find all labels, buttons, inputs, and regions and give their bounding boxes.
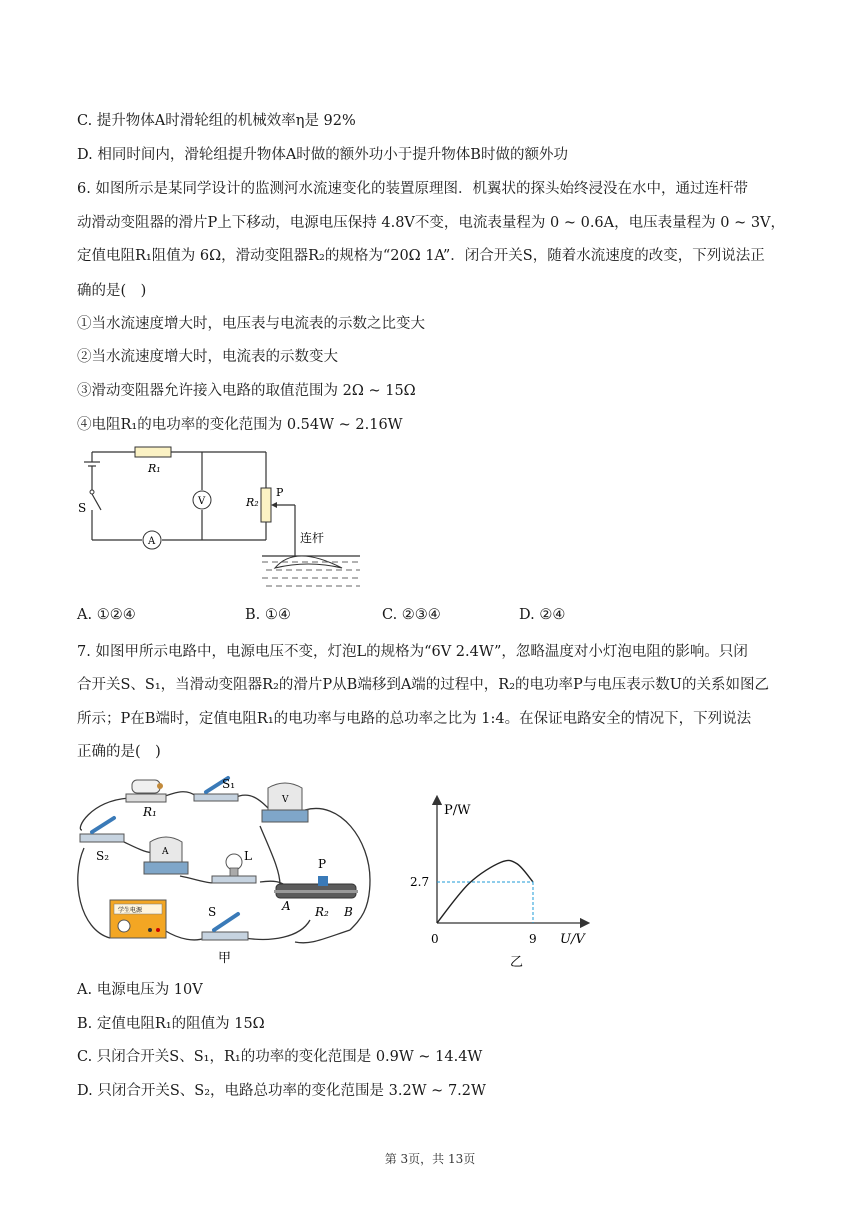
q7-stem-line-3: 所示；P在B端时，定值电阻R₁的电功率与电路的总功率之比为 1:4。在保证电路安全的情况下，下列说法 [77, 711, 752, 727]
q6-option-c: C. ②③④ [382, 607, 441, 623]
q6-label-r2: R₂ [246, 496, 259, 509]
q6-stem-line-4: 确的是( ) [77, 283, 147, 299]
chart-x-tick-9: 9 [529, 932, 537, 946]
q6-option-a: A. ①②④ [77, 607, 136, 623]
jia-label-s: S [208, 905, 217, 919]
q6-label-r1: R₁ [148, 462, 161, 475]
q7-stem-line-2: 合开关S、S₁，当滑动变阻器R₂的滑片P从B端移到A端的过程中，R₂的电功率P与电压表示数U的关系如图乙 [77, 677, 769, 693]
jia-label-s2: S₂ [96, 849, 110, 863]
q5-option-d: D. 相同时间内，滑轮组提升物体A时做的额外功小于提升物体B时做的额外功 [77, 147, 568, 163]
q6-stem-line-2: 动滑动变阻器的滑片P上下移动，电源电压保持 4.8V不变，电流表量程为 0 ~ 0.6A，电压表量程为 0 ~ 3V， [77, 215, 786, 231]
jia-label-a: A [282, 899, 291, 913]
q6-option-d: D. ②④ [519, 607, 566, 623]
q6-statement-2: ②当水流速度增大时，电流表的示数变大 [77, 349, 338, 365]
chart-series-line [437, 860, 533, 923]
jia-label-l: L [244, 849, 252, 863]
q6-statement-1: ①当水流速度增大时，电压表与电流表的示数之比变大 [77, 316, 425, 332]
jia-label-b: B [344, 905, 353, 919]
jia-label-s1: S₁ [222, 777, 236, 791]
q7-option-a: A. 电源电压为 10V [77, 982, 203, 998]
jia-voltmeter-label: V [282, 795, 289, 805]
q6-voltmeter-label: V [198, 496, 206, 507]
q7-stem-line-1: 7. 如图甲所示电路中，电源电压不变，灯泡L的规格为“6V 2.4W”，忽略温度对小灯泡电阻的影响。只闭 [77, 644, 748, 660]
q7-option-d: D. 只闭合开关S、S₂，电路总功率的变化范围是 3.2W ~ 7.2W [77, 1083, 486, 1099]
q7-figure-jia [70, 770, 390, 970]
q6-stem-line-3: 定值电阻R₁阻值为 6Ω，滑动变阻器R₂的规格为“20Ω 1A”．闭合开关S，随着水流速度的改变，下列说法正 [77, 248, 765, 264]
jia-label-r1: R₁ [143, 805, 157, 819]
q6-options [77, 607, 777, 629]
chart-y-tick-2-7: 2.7 [410, 875, 430, 889]
chart-origin-label: 0 [431, 932, 439, 946]
yi-caption: 乙 [510, 955, 524, 970]
q6-label-p: P [276, 486, 284, 499]
q6-circuit-diagram [70, 440, 380, 600]
jia-label-p: P [318, 857, 327, 871]
q6-statement-4: ④电阻R₁的电功率的变化范围为 0.54W ~ 2.16W [77, 417, 403, 433]
jia-caption: 甲 [218, 951, 232, 966]
q6-option-b: B. ①④ [245, 607, 291, 623]
q6-ammeter-label: A [148, 536, 156, 547]
chart-y-label: P/W [444, 803, 471, 818]
chart-x-label: U/V [560, 932, 585, 947]
q6-label-rod: 连杆 [300, 531, 325, 545]
jia-label-r2: R₂ [315, 905, 329, 919]
jia-ammeter-label: A [162, 847, 169, 857]
q7-option-b: B. 定值电阻R₁的阻值为 15Ω [77, 1016, 265, 1032]
q7-stem-line-4: 正确的是( ) [77, 744, 161, 760]
q6-label-s: S [78, 501, 87, 515]
q6-statement-3: ③滑动变阻器允许接入电路的取值范围为 2Ω ~ 15Ω [77, 383, 416, 399]
jia-source-label: 学生电源 [118, 907, 143, 914]
q6-stem-line-1: 6. 如图所示是某同学设计的监测河水流速变化的装置原理图．机翼状的探头始终浸没在水中，通过连杆带 [77, 181, 748, 197]
q7-option-c: C. 只闭合开关S、S₁，R₁的功率的变化范围是 0.9W ~ 14.4W [77, 1049, 483, 1065]
q7-chart-yi [400, 788, 600, 973]
q5-option-c: C. 提升物体A时滑轮组的机械效率η是 92% [77, 113, 356, 129]
page-footer: 第 3页，共 13页 [384, 1152, 476, 1166]
